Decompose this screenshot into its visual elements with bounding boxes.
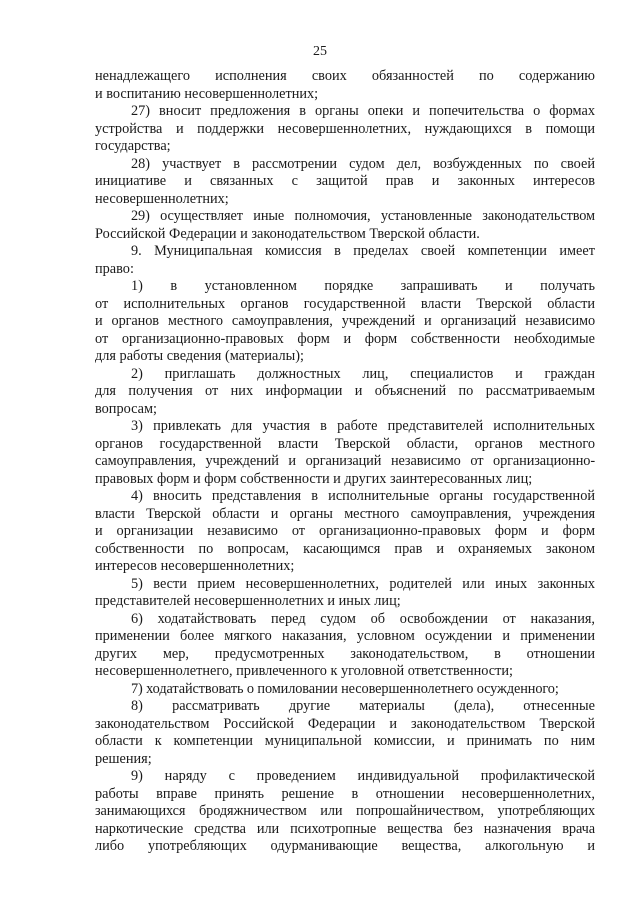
text-line: 5) вести прием несовершеннолетних, родителей или иных законных: [131, 575, 595, 592]
text-line: ненадлежащего исполнения своих обязанностей по содержанию: [95, 68, 595, 84]
text-line: несовершеннолетних;: [95, 190, 229, 207]
text-line: от исполнительных органов государственной власти Тверской области: [95, 295, 595, 312]
text-line: 27) вносит предложения в органы опеки и попечительства о формах: [131, 103, 595, 119]
text-line: 9) наряду с проведением индивидуальной профилактической: [131, 768, 595, 784]
text-line: решения;: [95, 750, 152, 767]
text-line: 4) вносить представления в исполнительные органы государственной: [131, 488, 595, 504]
text-line: других мер, предусмотренных законодательством, в отношении: [95, 645, 595, 662]
text-line: 3) привлекать для участия в работе представителей исполнительных: [131, 418, 595, 434]
page-number: 25: [313, 44, 327, 59]
text-line: органов государственной власти Тверской области, органов местного: [95, 435, 595, 452]
body-text: [95, 68, 595, 856]
text-line: право:: [95, 260, 134, 277]
text-line: либо употребляющих одурманивающие вещества, алкогольную и: [95, 838, 595, 854]
text-line: законодательством Российской Федерации и законодательством Тверской: [95, 715, 595, 732]
text-line: представителей несовершеннолетних и иных лиц;: [95, 593, 401, 609]
text-line: 7) ходатайствовать о помиловании несовершеннолетнего осужденного;: [131, 680, 559, 697]
text-line: правовых форм и форм собственности и других заинтересованных лиц;: [95, 470, 533, 487]
text-line: применении более мягкого наказания, условном осуждении и применении: [95, 628, 595, 644]
text-line: Российской Федерации и законодательством Тверской области.: [95, 225, 480, 242]
text-line: инициативе и связанных с защитой прав и законных интересов: [95, 173, 595, 189]
text-line: и органов местного самоуправления, учреждений и организаций независимо: [95, 313, 595, 329]
text-line: 9. Муниципальная комиссия в пределах своей компетенции имеет: [131, 243, 595, 259]
text-line: 6) ходатайствовать перед судом об освобождении от наказания,: [131, 610, 595, 627]
text-line: 28) участвует в рассмотрении судом дел, возбужденных по своей: [131, 155, 595, 172]
text-line: устройства и поддержки несовершеннолетних, нуждающихся в помощи: [95, 120, 595, 137]
text-line: несовершеннолетнего, привлеченного к уголовной ответственности;: [95, 663, 513, 679]
text-line: для получения от них информации и объяснений по рассматриваемым: [95, 383, 595, 399]
text-line: 1) в установленном порядке запрашивать и получать: [131, 278, 595, 294]
text-line: области к компетенции муниципальной комиссии, и принимать по ним: [95, 733, 595, 749]
text-line: 2) приглашать должностных лиц, специалистов и граждан: [131, 365, 595, 382]
text-line: для работы сведения (материалы);: [95, 348, 304, 364]
text-line: занимающихся бродяжничеством или попрошайничеством, употребляющих: [95, 803, 595, 819]
text-line: и организации независимо от организационно-правовых форм и форм: [95, 523, 595, 539]
text-line: от организационно-правовых форм и форм собственности необходимые: [95, 330, 595, 347]
text-line: и воспитанию несовершеннолетних;: [95, 85, 319, 102]
text-line: интересов несовершеннолетних;: [95, 558, 295, 574]
text-line: 8) рассматривать другие материалы (дела), отнесенные: [131, 698, 595, 714]
text-line: 29) осуществляет иные полномочия, установленные законодательством: [131, 208, 595, 224]
text-line: вопросам;: [95, 400, 157, 417]
text-line: власти Тверской области и органы местного самоуправления, учреждения: [95, 505, 595, 522]
text-line: государства;: [95, 138, 171, 154]
text-line: наркотические средства или психотропные вещества без назначения врача: [95, 820, 595, 837]
text-line: собственности по вопросам, касающимся прав и охраняемых законом: [95, 540, 595, 557]
text-line: работы вправе принять решение в отношении несовершеннолетних,: [95, 785, 595, 802]
text-line: самоуправления, учреждений и организаций независимо от организационно-: [95, 453, 595, 469]
